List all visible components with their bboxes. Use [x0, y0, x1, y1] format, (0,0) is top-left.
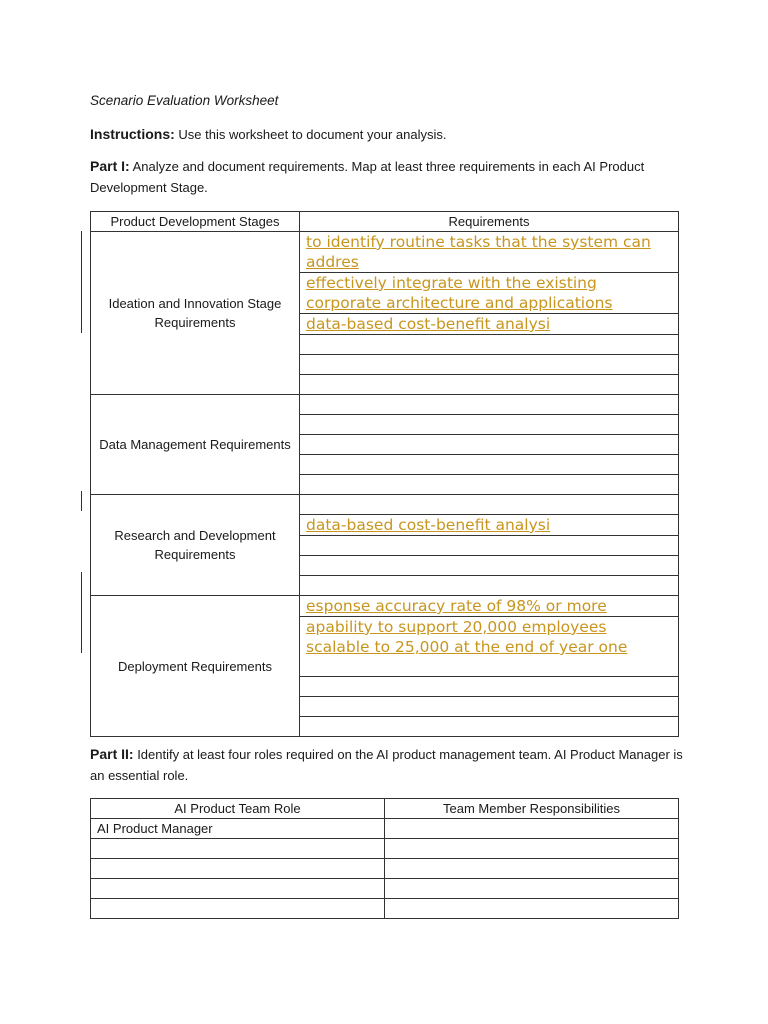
role-cell[interactable] — [91, 859, 385, 879]
requirement-cell[interactable] — [300, 717, 679, 737]
role-cell[interactable]: AI Product Manager — [91, 819, 385, 839]
instructions-paragraph — [90, 124, 690, 145]
role-cell[interactable] — [91, 879, 385, 899]
change-bar — [81, 491, 82, 511]
requirement-text[interactable]: esponse accuracy rate of 98% or more — [306, 597, 607, 615]
column-header: Product Development Stages — [91, 212, 300, 232]
stage-research-development: Research and Development Requirements — [91, 495, 300, 596]
requirement-cell[interactable] — [300, 335, 679, 355]
requirement-text[interactable]: to identify routine tasks that the system can addres — [306, 233, 651, 271]
requirement-cell[interactable] — [300, 314, 679, 335]
roles-table — [90, 798, 679, 919]
requirement-cell[interactable] — [300, 515, 679, 536]
worksheet-title: Scenario Evaluation Worksheet — [90, 93, 279, 108]
change-bar — [81, 231, 82, 333]
requirement-cell[interactable] — [300, 232, 679, 273]
requirement-cell[interactable] — [300, 395, 679, 415]
table-row — [91, 395, 679, 415]
part2-label: Part II: — [90, 746, 134, 762]
table-row — [91, 596, 679, 617]
instructions-text: Use this worksheet to document your analysis. — [174, 127, 447, 142]
requirement-text[interactable]: apability to support 20,000 employees scalable to 25,000 at the end of year one — [306, 618, 628, 656]
part1-paragraph — [90, 156, 690, 198]
requirement-cell[interactable] — [300, 677, 679, 697]
stage-ideation: Ideation and Innovation Stage Requirements — [91, 232, 300, 395]
part2-text: Identify at least four roles required on the AI product management team. AI Product Manager is an essential role. — [90, 747, 683, 783]
role-cell[interactable] — [91, 899, 385, 919]
requirement-cell[interactable] — [300, 273, 679, 314]
requirement-text[interactable]: data-based cost-benefit analysi — [306, 516, 551, 534]
requirement-cell[interactable] — [300, 435, 679, 455]
table-header-row — [91, 212, 679, 232]
requirement-text[interactable]: data-based cost-benefit analysi — [306, 315, 551, 333]
table-row — [91, 899, 679, 919]
table-row — [91, 495, 679, 515]
stage-data-management: Data Management Requirements — [91, 395, 300, 495]
change-bar — [81, 572, 82, 653]
table-row — [91, 232, 679, 273]
requirement-cell[interactable] — [300, 617, 679, 677]
requirement-cell[interactable] — [300, 697, 679, 717]
table-header-row — [91, 799, 679, 819]
column-header: Requirements — [300, 212, 679, 232]
requirement-cell[interactable] — [300, 375, 679, 395]
requirement-cell[interactable] — [300, 415, 679, 435]
requirements-table — [90, 211, 679, 737]
responsibility-cell[interactable] — [385, 859, 679, 879]
column-header: Team Member Responsibilities — [385, 799, 679, 819]
requirement-cell[interactable] — [300, 596, 679, 617]
responsibility-cell[interactable] — [385, 839, 679, 859]
requirement-cell[interactable] — [300, 495, 679, 515]
part2-paragraph — [90, 744, 690, 786]
responsibility-cell[interactable] — [385, 879, 679, 899]
table-row — [91, 859, 679, 879]
requirement-cell[interactable] — [300, 576, 679, 596]
table-row — [91, 839, 679, 859]
requirement-cell[interactable] — [300, 455, 679, 475]
requirement-cell[interactable] — [300, 556, 679, 576]
part1-text: Analyze and document requirements. Map at least three requirements in each AI Product Development Stage. — [90, 159, 645, 195]
responsibility-cell[interactable] — [385, 819, 679, 839]
part1-label: Part I: — [90, 158, 130, 174]
responsibility-cell[interactable] — [385, 899, 679, 919]
column-header: AI Product Team Role — [91, 799, 385, 819]
requirement-cell[interactable] — [300, 355, 679, 375]
table-row — [91, 819, 679, 839]
role-cell[interactable] — [91, 839, 385, 859]
requirement-cell[interactable] — [300, 475, 679, 495]
requirement-cell[interactable] — [300, 536, 679, 556]
requirement-text[interactable]: effectively integrate with the existing corporate architecture and applications — [306, 274, 613, 312]
instructions-label: Instructions: — [90, 126, 175, 142]
table-row — [91, 879, 679, 899]
stage-deployment: Deployment Requirements — [91, 596, 300, 737]
